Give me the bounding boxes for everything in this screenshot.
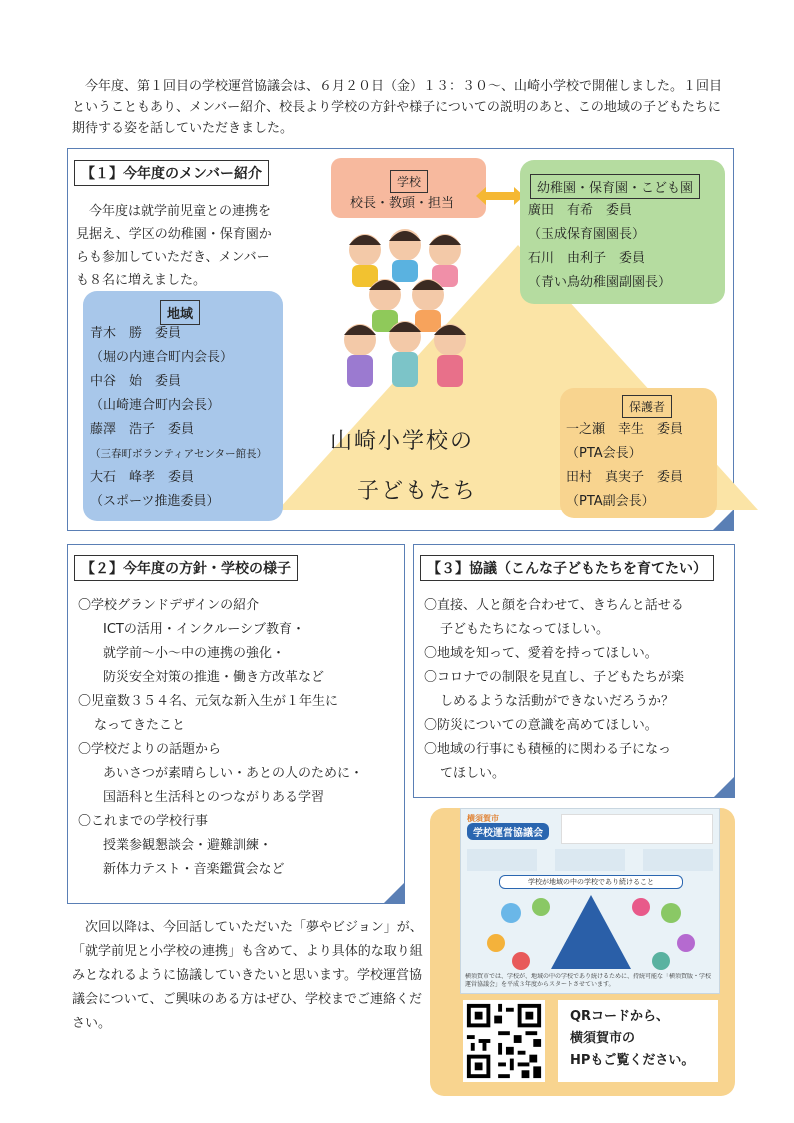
region-line: （スポーツ推進委員） — [90, 494, 220, 509]
qr-caption — [558, 1000, 718, 1082]
section2-line: 新体力テスト・音楽鑑賞会など — [90, 862, 285, 877]
flyer-footer: 横須賀市では、学校が、地域の中の学校であり続けるために、持続可能な「横須賀版・学校運営協議会」を平成３年度からスタートさせています。 — [465, 973, 712, 988]
double-arrow-icon — [476, 185, 524, 207]
flyer-image — [460, 808, 720, 994]
center-caption-line1: 山崎小学校の — [330, 429, 475, 454]
section2-title: 【２】今年度の方針・学校の様子 — [74, 555, 298, 581]
region-line: （三春町ボランティアセンター館長） — [90, 448, 268, 460]
kindergarten-line: （青い鳥幼稚園副園長） — [528, 275, 672, 290]
page-fold — [712, 509, 734, 531]
center-caption-line2: 子どもたち — [357, 479, 478, 504]
flyer-diagram — [481, 893, 701, 971]
kindergarten-line: （玉成保育園園長） — [528, 227, 646, 242]
qr-caption-line: QRコードから、 — [570, 1009, 670, 1024]
section3-line: てほしい。 — [440, 766, 506, 781]
outro-paragraph: 次回以降は、今回話していただいた「夢やビジョン」が、「就学前児と小学校の連携」も含めて、より具体的な取り組みとなれるように協議していきたいと思います。学校運営協議会について、ご興味のある方はぜひ、学校までご連絡ください。 — [72, 920, 423, 1031]
section1-text: 今年度は就学前児童との連携を見据え、学区の幼稚園・保育園からも参加していただき、メンバーも８名に増えました。 — [76, 204, 272, 288]
school-title: 学校 — [390, 170, 428, 193]
qr-code[interactable] — [463, 1000, 545, 1082]
section2-line: あいさつが素晴らしい・あとの人のために・ — [90, 766, 364, 781]
guardian-line: 田村 真実子 委員 — [566, 470, 684, 485]
guardian-title: 保護者 — [622, 395, 672, 418]
section3-line: 〇コロナでの制限を見直し、子どもたちが楽 — [424, 670, 685, 685]
children-illustration — [320, 215, 490, 395]
section3-line: 〇地域の行事にも積極的に関わる子になっ — [424, 742, 672, 757]
section2-line: 防災安全対策の推進・働き方改革など — [90, 670, 325, 685]
kindergarten-line: 石川 由利子 委員 — [528, 251, 646, 266]
section3-line: 〇地域を知って、愛着を持ってほしい。 — [424, 646, 658, 661]
section2-line: 〇学校グランドデザインの紹介 — [78, 598, 260, 613]
school-members: 校長・教頭・担当 — [350, 196, 455, 211]
region-line: （山崎連合町内会長） — [90, 398, 221, 413]
region-line: 大石 峰孝 委員 — [90, 470, 195, 485]
section2-line: 〇児童数３５４名、元気な新入生が１年生に — [78, 694, 339, 709]
flyer-text-block — [555, 849, 625, 871]
kindergarten-title: 幼稚園・保育園・こども園 — [530, 174, 700, 199]
section3-line: 〇直接、人と顔を合わせて、きちんと話せる — [424, 598, 684, 613]
region-title: 地域 — [160, 300, 200, 325]
qr-code-icon — [463, 1000, 545, 1082]
page-fold — [383, 882, 405, 904]
kindergarten-line: 廣田 有希 委員 — [528, 203, 633, 218]
section2-line: 国語科と生活科とのつながりある学習 — [90, 790, 325, 805]
qr-caption-line: HPもご覧ください。 — [570, 1053, 695, 1068]
section3-line: 〇防災についての意識を高めてほしい。 — [424, 718, 658, 733]
flyer-banner: 学校が地域の中の学校であり続けること — [499, 875, 683, 889]
flyer-title: 学校運営協議会 — [467, 823, 549, 840]
flyer-brand: 横須賀市 — [467, 814, 499, 823]
page-fold — [713, 776, 735, 798]
guardian-line: 一之瀬 幸生 委員 — [566, 422, 684, 437]
guardian-line: （PTA副会長） — [566, 494, 655, 509]
section1-title: 【１】今年度のメンバー紹介 — [74, 160, 269, 186]
region-line: 藤澤 浩子 委員 — [90, 422, 195, 437]
section2-line: ICTの活用・インクルーシブ教育・ — [90, 622, 305, 637]
section3-line: 子どもたちになってほしい。 — [440, 622, 610, 637]
flyer-text-block — [561, 814, 713, 844]
region-line: 中谷 始 委員 — [90, 374, 182, 389]
section2-line: 授業参観懇談会・避難訓練・ — [90, 838, 273, 853]
section3-title: 【３】協議（こんな子どもたちを育てたい） — [420, 555, 714, 581]
section2-line: 〇学校だよりの話題から — [78, 742, 222, 757]
flyer-text-block — [643, 849, 713, 871]
region-line: 青木 勝 委員 — [90, 326, 182, 341]
flyer-text-block — [467, 849, 537, 871]
region-line: （堀の内連合町内会長） — [90, 350, 234, 365]
section3-line: しめるような活動ができないだろうか？ — [440, 694, 675, 709]
guardian-line: （PTA会長） — [566, 446, 642, 461]
intro-paragraph: 今年度、第１回目の学校運営協議会は、６月２０日（金）１３：３０～、山崎小学校で開催しました。１回目ということもあり、メンバー紹介、校長より学校の方針や様子についての説明のあと、この地域の子どもたちに期待する姿を話していただきました。 — [72, 79, 723, 136]
section2-line: なってきたこと — [94, 718, 186, 733]
section2-line: 〇これまでの学校行事 — [78, 814, 209, 829]
section2-line: 就学前～小～中の連携の強化・ — [90, 646, 286, 661]
qr-caption-line: 横須賀市の — [570, 1031, 636, 1046]
